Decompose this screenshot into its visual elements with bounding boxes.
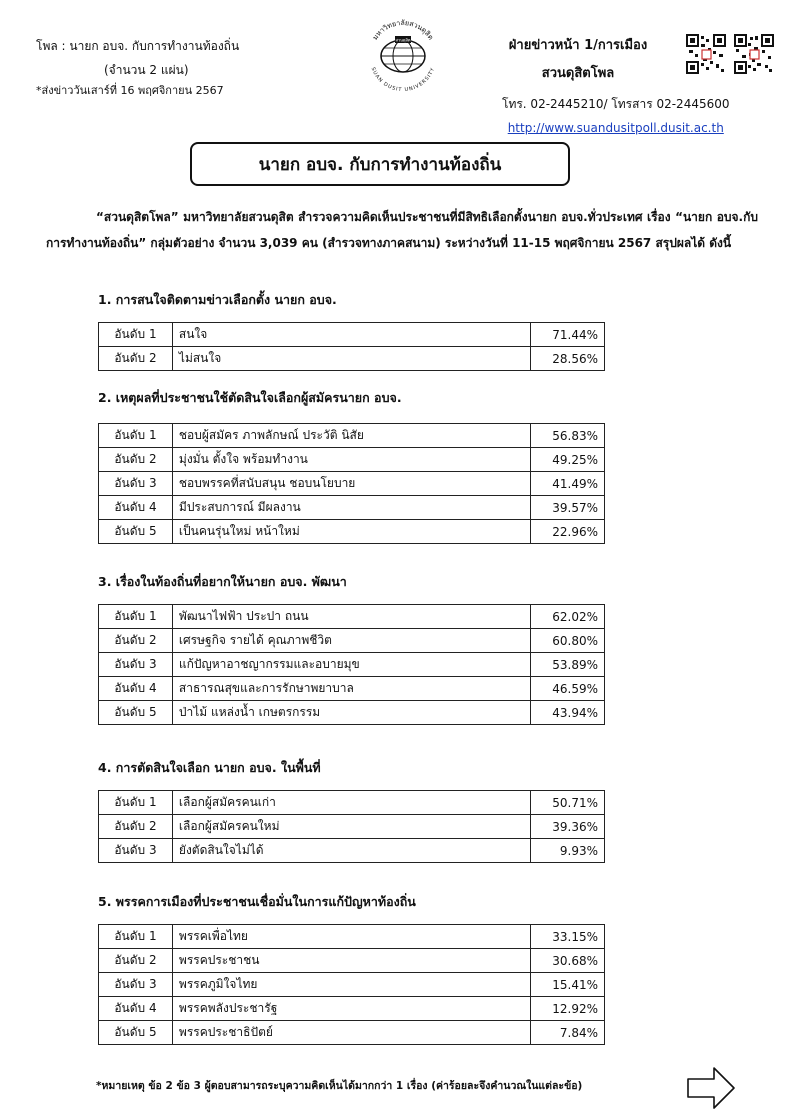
section-heading: 3. เรื่องในท้องถิ่นที่อยากให้นายก อบจ. พัฒนา	[98, 574, 347, 589]
table-row: อันดับ 2 ไม่สนใจ 28.56%	[99, 347, 605, 371]
table-row: อันดับ 3 แก้ปัญหาอาชญากรรมและอบายมุข 53.89%	[99, 653, 605, 677]
qr-code-icon	[686, 34, 726, 74]
svg-text:สวนดุสิต: สวนดุสิต	[395, 37, 411, 43]
table-row: อันดับ 1 พัฒนาไฟฟ้า ประปา ถนน 62.02%	[99, 605, 605, 629]
table-row: อันดับ 2 มุ่งมั่น ตั้งใจ พร้อมทำงาน 49.25%	[99, 448, 605, 472]
results-table	[98, 924, 605, 1045]
svg-text:SUAN DUSIT UNIVERSITY: SUAN DUSIT UNIVERSITY	[369, 66, 437, 94]
table-row: อันดับ 3 ยังตัดสินใจไม่ได้ 9.93%	[99, 839, 605, 863]
table-row: อันดับ 1 พรรคเพื่อไทย 33.15%	[99, 925, 605, 949]
results-table	[98, 322, 605, 371]
page-count: (จำนวน 2 แผ่น)	[104, 63, 189, 77]
intro-paragraph	[46, 204, 758, 256]
table-row: อันดับ 1 เลือกผู้สมัครคนเก่า 50.71%	[99, 791, 605, 815]
results-table	[98, 790, 605, 863]
svg-text:มหาวิทยาลัยสวนดุสิต: มหาวิทยาลัยสวนดุสิต	[371, 18, 435, 42]
suan-dusit-logo	[362, 14, 444, 94]
department-info	[488, 32, 668, 88]
qr-code-icon	[734, 34, 774, 74]
table-row: อันดับ 3 พรรคภูมิใจไทย 15.41%	[99, 973, 605, 997]
section-heading: 2. เหตุผลที่ประชาชนใช้ตัดสินใจเลือกผู้สมัครนายก อบจ.	[98, 390, 402, 405]
table-row: อันดับ 4 มีประสบการณ์ มีผลงาน 39.57%	[99, 496, 605, 520]
phone-fax: โทร. 02-2445210/ โทรสาร 02-2445600	[502, 97, 730, 111]
table-row: อันดับ 3 ชอบพรรคที่สนับสนุน ชอบนโยบาย 41.49%	[99, 472, 605, 496]
organization: สวนดุสิตโพล	[541, 66, 615, 81]
next-page-arrow-icon	[686, 1066, 736, 1110]
intro-text: “สวนดุสิตโพล” มหาวิทยาลัยสวนดุสิต สำรวจความคิดเห็นประชาชนที่มีสิทธิเลือกตั้งนายก อบจ.ทั่วประเทศ เรื่อง “นายก อบจ.กับการทำงานท้องถิ่น” กลุ่มตัวอย่าง จำนวน 3,039 คน (สำรวจทางภาคสนาม) ระหว่างวันที่ 11-15 พฤศจิกายน 2567 สรุปผลได้ ดังนี้	[46, 210, 758, 250]
table-row: อันดับ 1 ชอบผู้สมัคร ภาพลักษณ์ ประวัติ นิสัย 56.83%	[99, 424, 605, 448]
results-table	[98, 423, 605, 544]
table-row: อันดับ 5 เป็นคนรุ่นใหม่ หน้าใหม่ 22.96%	[99, 520, 605, 544]
footnote: *หมายเหตุ ข้อ 2 ข้อ 3 ผู้ตอบสามารถระบุความคิดเห็นได้มากกว่า 1 เรื่อง (ค่าร้อยละจึงคำนวณในแต่ละข้อ)	[96, 1080, 583, 1092]
section-heading: 1. การสนใจติดตามข่าวเลือกตั้ง นายก อบจ.	[98, 292, 337, 307]
table-row: อันดับ 4 สาธารณสุขและการรักษาพยาบาล 46.59%	[99, 677, 605, 701]
table-row: อันดับ 5 พรรคประชาธิปัตย์ 7.84%	[99, 1021, 605, 1045]
table-row: อันดับ 2 เลือกผู้สมัครคนใหม่ 39.36%	[99, 815, 605, 839]
department: ฝ่ายข่าวหน้า 1/การเมือง	[508, 38, 648, 53]
table-row: อันดับ 2 พรรคประชาชน 30.68%	[99, 949, 605, 973]
table-row: อันดับ 1 สนใจ 71.44%	[99, 323, 605, 347]
results-table	[98, 604, 605, 725]
poll-subject: โพล : นายก อบจ. กับการทำงานท้องถิ่น	[36, 39, 240, 53]
table-row: อันดับ 2 เศรษฐกิจ รายได้ คุณภาพชีวิต 60.80%	[99, 629, 605, 653]
page-title: นายก อบจ. กับการทำงานท้องถิ่น	[190, 142, 570, 186]
section-heading: 5. พรรคการเมืองที่ประชาชนเชื่อมั่นในการแก้ปัญหาท้องถิ่น	[98, 894, 416, 909]
contact-info	[502, 92, 730, 140]
section-heading: 4. การตัดสินใจเลือก นายก อบจ. ในพื้นที่	[98, 760, 321, 775]
table-row: อันดับ 5 ป่าไม้ แหล่งน้ำ เกษตรกรรม 43.94%	[99, 701, 605, 725]
website-link[interactable]: http://www.suandusitpoll.dusit.ac.th	[507, 121, 724, 135]
header-info	[36, 34, 256, 96]
release-date: *ส่งข่าววันเสาร์ที่ 16 พฤศจิกายน 2567	[36, 84, 224, 96]
table-row: อันดับ 4 พรรคพลังประชารัฐ 12.92%	[99, 997, 605, 1021]
